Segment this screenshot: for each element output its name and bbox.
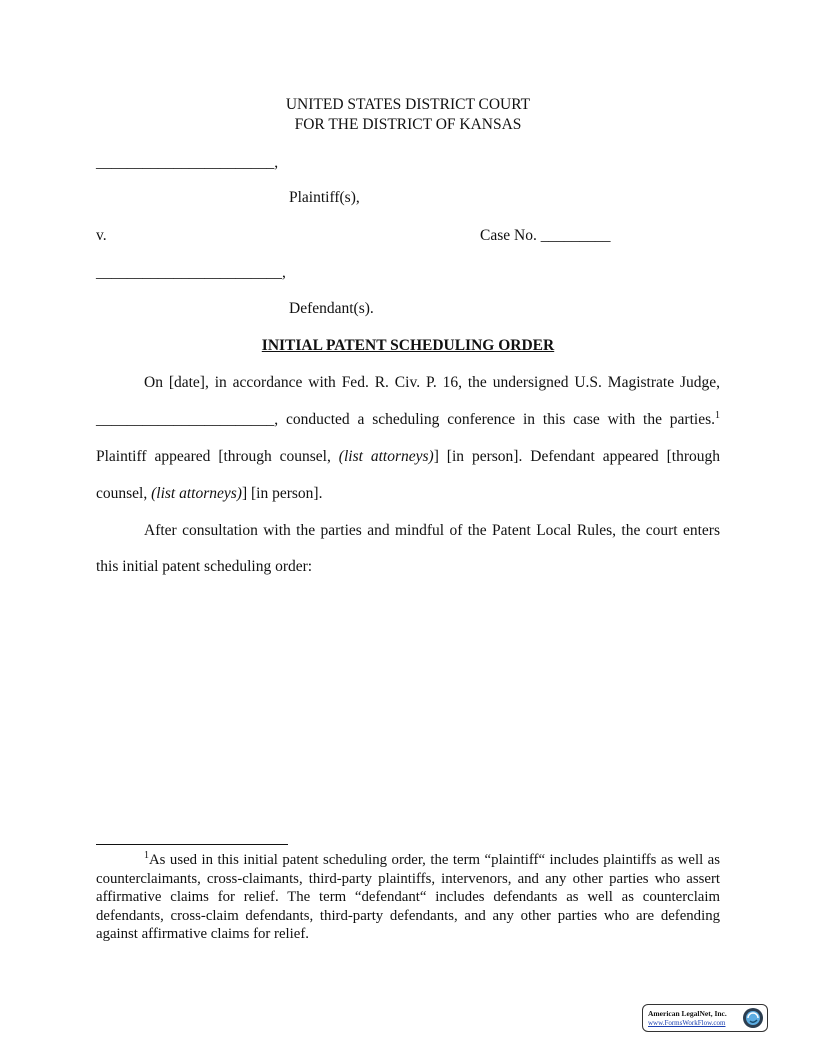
para1-line4-b: ] [in person]. (241, 485, 323, 502)
footnote-ref: 1 (715, 410, 720, 421)
publisher-name: American LegalNet, Inc. (648, 1009, 727, 1018)
para1-line1: On [date], in accordance with Fed. R. Civ. P. 16, the undersigned U.S. Magistrate Judge, (144, 374, 720, 391)
publisher-badge[interactable] (642, 1004, 768, 1032)
publisher-url[interactable]: www.FormsWorkFlow.com (648, 1019, 726, 1027)
para1-line2 (96, 411, 720, 429)
defendant-blank: ________________________, (96, 264, 286, 281)
footnote (96, 851, 720, 944)
para1-line4 (96, 485, 322, 503)
footnote-text: As used in this initial patent scheduling order, the term “plaintiff“ includes plaintiffs as well as counterclaimants, cross-claimants, third-party plaintiffs, intervenors, and any other parties who assert affirmative claims for relief. The term “defendant“ includes defendants as well as counterclaim defendants, cross-claim defendants, third-party defendants, and any other parties who are defending against affirmative claims for relief. (96, 852, 720, 942)
para1-line3 (96, 448, 720, 466)
footnote-marker: 1 (144, 850, 149, 861)
plaintiff-blank: _______________________, (96, 154, 279, 171)
para1-line4-italic: (list attorneys) (151, 485, 242, 502)
court-district: FOR THE DISTRICT OF KANSAS (294, 116, 522, 133)
defendant-label: Defendant(s). (289, 300, 374, 317)
plaintiff-label: Plaintiff(s), (289, 189, 360, 206)
versus: v. (96, 227, 107, 244)
para1-line3-a: Plaintiff appeared [through counsel, (96, 448, 331, 465)
case-number: Case No. _________ (480, 227, 611, 244)
globe-logo-icon (742, 1007, 764, 1029)
para1-line2-text: _______________________, conducted a scheduling conference in this case with the parties. (96, 411, 715, 428)
court-name: UNITED STATES DISTRICT COURT (285, 96, 531, 113)
para1-line3-italic: (list attorneys) (338, 448, 434, 465)
para2-line1: After consultation with the parties and mindful of the Patent Local Rules, the court enters (144, 522, 720, 539)
para1-line3-b: ] [in person]. Defendant appeared [through (433, 448, 720, 465)
footnote-separator (96, 844, 288, 845)
para1-line4-a: counsel, (96, 485, 148, 502)
para2-line2: this initial patent scheduling order: (96, 558, 313, 575)
order-title: INITIAL PATENT SCHEDULING ORDER (261, 337, 555, 354)
